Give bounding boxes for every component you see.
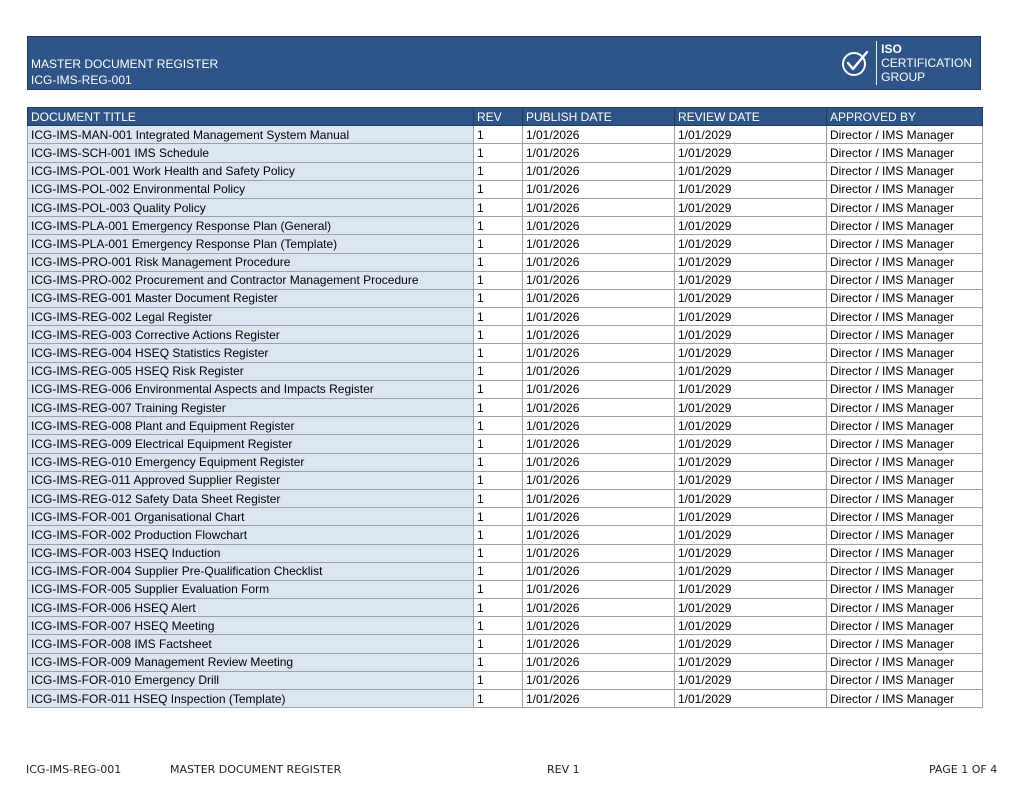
logo-line-iso: ISO <box>881 42 902 56</box>
cell-rev: 1 <box>474 380 523 398</box>
cell-publish-date: 1/01/2026 <box>523 271 675 289</box>
cell-review-date: 1/01/2029 <box>675 362 827 380</box>
cell-approved-by: Director / IMS Manager <box>827 399 983 417</box>
cell-review-date: 1/01/2029 <box>675 599 827 617</box>
cell-review-date: 1/01/2029 <box>675 508 827 526</box>
cell-title: ICG-IMS-FOR-008 IMS Factsheet <box>28 635 474 653</box>
cell-rev: 1 <box>474 471 523 489</box>
cell-rev: 1 <box>474 235 523 253</box>
cell-approved-by: Director / IMS Manager <box>827 126 983 144</box>
table-row <box>28 562 983 580</box>
document-register-table <box>27 107 983 708</box>
cell-rev: 1 <box>474 162 523 180</box>
cell-publish-date: 1/01/2026 <box>523 399 675 417</box>
cell-title: ICG-IMS-REG-010 Emergency Equipment Register <box>28 453 474 471</box>
register-header <box>27 36 981 90</box>
cell-approved-by: Director / IMS Manager <box>827 253 983 271</box>
cell-approved-by: Director / IMS Manager <box>827 198 983 216</box>
cell-approved-by: Director / IMS Manager <box>827 471 983 489</box>
table-row <box>28 599 983 617</box>
cell-review-date: 1/01/2029 <box>675 380 827 398</box>
cell-approved-by: Director / IMS Manager <box>827 344 983 362</box>
cell-review-date: 1/01/2029 <box>675 326 827 344</box>
cell-rev: 1 <box>474 344 523 362</box>
cell-title: ICG-IMS-REG-005 HSEQ Risk Register <box>28 362 474 380</box>
cell-rev: 1 <box>474 399 523 417</box>
cell-rev: 1 <box>474 580 523 598</box>
cell-approved-by: Director / IMS Manager <box>827 599 983 617</box>
cell-publish-date: 1/01/2026 <box>523 198 675 216</box>
cell-title: ICG-IMS-POL-003 Quality Policy <box>28 198 474 216</box>
cell-title: ICG-IMS-POL-002 Environmental Policy <box>28 180 474 198</box>
cell-title: ICG-IMS-PLA-001 Emergency Response Plan (Template) <box>28 235 474 253</box>
cell-approved-by: Director / IMS Manager <box>827 217 983 235</box>
cell-review-date: 1/01/2029 <box>675 562 827 580</box>
cell-rev: 1 <box>474 599 523 617</box>
table-row <box>28 489 983 507</box>
cell-review-date: 1/01/2029 <box>675 308 827 326</box>
cell-approved-by: Director / IMS Manager <box>827 308 983 326</box>
cell-rev: 1 <box>474 653 523 671</box>
cell-publish-date: 1/01/2026 <box>523 326 675 344</box>
iso-certification-group-logo <box>840 40 972 86</box>
cell-publish-date: 1/01/2026 <box>523 217 675 235</box>
cell-rev: 1 <box>474 562 523 580</box>
cell-title: ICG-IMS-REG-011 Approved Supplier Register <box>28 471 474 489</box>
cell-review-date: 1/01/2029 <box>675 453 827 471</box>
cell-rev: 1 <box>474 453 523 471</box>
cell-rev: 1 <box>474 326 523 344</box>
cell-publish-date: 1/01/2026 <box>523 144 675 162</box>
table-row <box>28 362 983 380</box>
cell-approved-by: Director / IMS Manager <box>827 235 983 253</box>
table-row <box>28 144 983 162</box>
cell-review-date: 1/01/2029 <box>675 344 827 362</box>
column-header-review-date: REVIEW DATE <box>675 108 827 126</box>
cell-approved-by: Director / IMS Manager <box>827 690 983 708</box>
cell-publish-date: 1/01/2026 <box>523 489 675 507</box>
table-row <box>28 308 983 326</box>
cell-publish-date: 1/01/2026 <box>523 653 675 671</box>
cell-publish-date: 1/01/2026 <box>523 635 675 653</box>
cell-title: ICG-IMS-REG-012 Safety Data Sheet Register <box>28 489 474 507</box>
cell-review-date: 1/01/2029 <box>675 489 827 507</box>
cell-title: ICG-IMS-FOR-010 Emergency Drill <box>28 671 474 689</box>
cell-publish-date: 1/01/2026 <box>523 289 675 307</box>
cell-review-date: 1/01/2029 <box>675 217 827 235</box>
cell-publish-date: 1/01/2026 <box>523 162 675 180</box>
table-row <box>28 417 983 435</box>
cell-title: ICG-IMS-PLA-001 Emergency Response Plan (General) <box>28 217 474 235</box>
table-row <box>28 180 983 198</box>
cell-title: ICG-IMS-FOR-005 Supplier Evaluation Form <box>28 580 474 598</box>
table-row <box>28 690 983 708</box>
cell-title: ICG-IMS-REG-003 Corrective Actions Register <box>28 326 474 344</box>
table-row <box>28 580 983 598</box>
cell-rev: 1 <box>474 526 523 544</box>
table-row <box>28 435 983 453</box>
cell-approved-by: Director / IMS Manager <box>827 617 983 635</box>
cell-title: ICG-IMS-REG-007 Training Register <box>28 399 474 417</box>
cell-rev: 1 <box>474 198 523 216</box>
cell-approved-by: Director / IMS Manager <box>827 326 983 344</box>
cell-publish-date: 1/01/2026 <box>523 180 675 198</box>
cell-title: ICG-IMS-FOR-007 HSEQ Meeting <box>28 617 474 635</box>
cell-approved-by: Director / IMS Manager <box>827 180 983 198</box>
cell-approved-by: Director / IMS Manager <box>827 489 983 507</box>
table-row <box>28 162 983 180</box>
cell-rev: 1 <box>474 617 523 635</box>
table-row <box>28 653 983 671</box>
column-header-title: DOCUMENT TITLE <box>28 108 474 126</box>
cell-approved-by: Director / IMS Manager <box>827 653 983 671</box>
cell-rev: 1 <box>474 126 523 144</box>
cell-approved-by: Director / IMS Manager <box>827 289 983 307</box>
cell-review-date: 1/01/2029 <box>675 417 827 435</box>
cell-review-date: 1/01/2029 <box>675 126 827 144</box>
cell-rev: 1 <box>474 271 523 289</box>
table-row <box>28 326 983 344</box>
table-row <box>28 126 983 144</box>
cell-title: ICG-IMS-MAN-001 Integrated Management System Manual <box>28 126 474 144</box>
table-row <box>28 471 983 489</box>
footer-page-number: PAGE 1 OF 4 <box>929 763 998 776</box>
cell-publish-date: 1/01/2026 <box>523 544 675 562</box>
cell-title: ICG-IMS-FOR-009 Management Review Meeting <box>28 653 474 671</box>
cell-review-date: 1/01/2029 <box>675 671 827 689</box>
table-row <box>28 526 983 544</box>
column-header-rev: REV <box>474 108 523 126</box>
cell-approved-by: Director / IMS Manager <box>827 271 983 289</box>
cell-approved-by: Director / IMS Manager <box>827 435 983 453</box>
cell-review-date: 1/01/2029 <box>675 162 827 180</box>
cell-title: ICG-IMS-REG-008 Plant and Equipment Register <box>28 417 474 435</box>
cell-title: ICG-IMS-REG-002 Legal Register <box>28 308 474 326</box>
table-row <box>28 253 983 271</box>
cell-rev: 1 <box>474 362 523 380</box>
footer-revision: REV 1 <box>547 763 580 776</box>
logo-line-group: GROUP <box>881 70 926 84</box>
cell-rev: 1 <box>474 489 523 507</box>
cell-rev: 1 <box>474 544 523 562</box>
cell-rev: 1 <box>474 635 523 653</box>
cell-approved-by: Director / IMS Manager <box>827 453 983 471</box>
cell-review-date: 1/01/2029 <box>675 526 827 544</box>
logo-wordmark <box>881 42 972 84</box>
cell-title: ICG-IMS-FOR-003 HSEQ Induction <box>28 544 474 562</box>
table-body <box>28 126 983 708</box>
cell-review-date: 1/01/2029 <box>675 544 827 562</box>
cell-rev: 1 <box>474 217 523 235</box>
cell-title: ICG-IMS-PRO-002 Procurement and Contractor Management Procedure <box>28 271 474 289</box>
cell-publish-date: 1/01/2026 <box>523 435 675 453</box>
table-row <box>28 544 983 562</box>
cell-review-date: 1/01/2029 <box>675 198 827 216</box>
document-title: MASTER DOCUMENT REGISTER <box>31 57 219 71</box>
cell-publish-date: 1/01/2026 <box>523 580 675 598</box>
cell-publish-date: 1/01/2026 <box>523 380 675 398</box>
table-row <box>28 399 983 417</box>
cell-review-date: 1/01/2029 <box>675 653 827 671</box>
cell-title: ICG-IMS-FOR-004 Supplier Pre-Qualification Checklist <box>28 562 474 580</box>
cell-title: ICG-IMS-FOR-011 HSEQ Inspection (Template) <box>28 690 474 708</box>
cell-publish-date: 1/01/2026 <box>523 235 675 253</box>
cell-title: ICG-IMS-POL-001 Work Health and Safety Policy <box>28 162 474 180</box>
cell-publish-date: 1/01/2026 <box>523 617 675 635</box>
table-row <box>28 671 983 689</box>
cell-publish-date: 1/01/2026 <box>523 253 675 271</box>
cell-publish-date: 1/01/2026 <box>523 308 675 326</box>
footer-doc-title: MASTER DOCUMENT REGISTER <box>170 763 342 776</box>
table-row <box>28 617 983 635</box>
cell-review-date: 1/01/2029 <box>675 180 827 198</box>
cell-rev: 1 <box>474 508 523 526</box>
cell-title: ICG-IMS-PRO-001 Risk Management Procedure <box>28 253 474 271</box>
cell-approved-by: Director / IMS Manager <box>827 508 983 526</box>
table-row <box>28 198 983 216</box>
cell-rev: 1 <box>474 253 523 271</box>
logo-line-certification: CERTIFICATION <box>881 56 972 70</box>
cell-review-date: 1/01/2029 <box>675 271 827 289</box>
table-row <box>28 380 983 398</box>
cell-rev: 1 <box>474 417 523 435</box>
cell-publish-date: 1/01/2026 <box>523 453 675 471</box>
cell-title: ICG-IMS-REG-004 HSEQ Statistics Register <box>28 344 474 362</box>
table-row <box>28 217 983 235</box>
table-row <box>28 235 983 253</box>
cell-rev: 1 <box>474 435 523 453</box>
cell-publish-date: 1/01/2026 <box>523 362 675 380</box>
table-header-row <box>28 108 983 126</box>
table-row <box>28 271 983 289</box>
cell-rev: 1 <box>474 308 523 326</box>
cell-review-date: 1/01/2029 <box>675 253 827 271</box>
cell-approved-by: Director / IMS Manager <box>827 526 983 544</box>
cell-rev: 1 <box>474 671 523 689</box>
cell-title: ICG-IMS-REG-009 Electrical Equipment Register <box>28 435 474 453</box>
cell-review-date: 1/01/2029 <box>675 144 827 162</box>
table-row <box>28 453 983 471</box>
cell-approved-by: Director / IMS Manager <box>827 580 983 598</box>
cell-publish-date: 1/01/2026 <box>523 562 675 580</box>
cell-rev: 1 <box>474 289 523 307</box>
cell-publish-date: 1/01/2026 <box>523 471 675 489</box>
column-header-approved-by: APPROVED BY <box>827 108 983 126</box>
cell-review-date: 1/01/2029 <box>675 690 827 708</box>
cell-title: ICG-IMS-FOR-006 HSEQ Alert <box>28 599 474 617</box>
cell-approved-by: Director / IMS Manager <box>827 544 983 562</box>
cell-publish-date: 1/01/2026 <box>523 344 675 362</box>
cell-rev: 1 <box>474 144 523 162</box>
cell-title: ICG-IMS-FOR-001 Organisational Chart <box>28 508 474 526</box>
cell-rev: 1 <box>474 180 523 198</box>
cell-review-date: 1/01/2029 <box>675 471 827 489</box>
cell-approved-by: Director / IMS Manager <box>827 635 983 653</box>
cell-approved-by: Director / IMS Manager <box>827 380 983 398</box>
column-header-publish-date: PUBLISH DATE <box>523 108 675 126</box>
cell-publish-date: 1/01/2026 <box>523 599 675 617</box>
cell-approved-by: Director / IMS Manager <box>827 417 983 435</box>
cell-title: ICG-IMS-REG-001 Master Document Register <box>28 289 474 307</box>
cell-title: ICG-IMS-FOR-002 Production Flowchart <box>28 526 474 544</box>
cell-approved-by: Director / IMS Manager <box>827 144 983 162</box>
cell-publish-date: 1/01/2026 <box>523 671 675 689</box>
cell-review-date: 1/01/2029 <box>675 617 827 635</box>
cell-approved-by: Director / IMS Manager <box>827 562 983 580</box>
cell-publish-date: 1/01/2026 <box>523 508 675 526</box>
cell-review-date: 1/01/2029 <box>675 580 827 598</box>
cell-rev: 1 <box>474 690 523 708</box>
table-row <box>28 508 983 526</box>
cell-approved-by: Director / IMS Manager <box>827 671 983 689</box>
cell-title: ICG-IMS-SCH-001 IMS Schedule <box>28 144 474 162</box>
table-row <box>28 289 983 307</box>
footer-doc-code: ICG-IMS-REG-001 <box>26 763 122 776</box>
table-row <box>28 344 983 362</box>
cell-publish-date: 1/01/2026 <box>523 126 675 144</box>
cell-approved-by: Director / IMS Manager <box>827 162 983 180</box>
check-circle-icon <box>840 48 870 78</box>
cell-review-date: 1/01/2029 <box>675 635 827 653</box>
cell-approved-by: Director / IMS Manager <box>827 362 983 380</box>
cell-publish-date: 1/01/2026 <box>523 417 675 435</box>
cell-review-date: 1/01/2029 <box>675 289 827 307</box>
cell-review-date: 1/01/2029 <box>675 235 827 253</box>
document-code: ICG-IMS-REG-001 <box>31 73 132 87</box>
cell-publish-date: 1/01/2026 <box>523 690 675 708</box>
logo-divider <box>876 41 877 85</box>
cell-review-date: 1/01/2029 <box>675 399 827 417</box>
cell-review-date: 1/01/2029 <box>675 435 827 453</box>
cell-publish-date: 1/01/2026 <box>523 526 675 544</box>
cell-title: ICG-IMS-REG-006 Environmental Aspects and Impacts Register <box>28 380 474 398</box>
table-row <box>28 635 983 653</box>
